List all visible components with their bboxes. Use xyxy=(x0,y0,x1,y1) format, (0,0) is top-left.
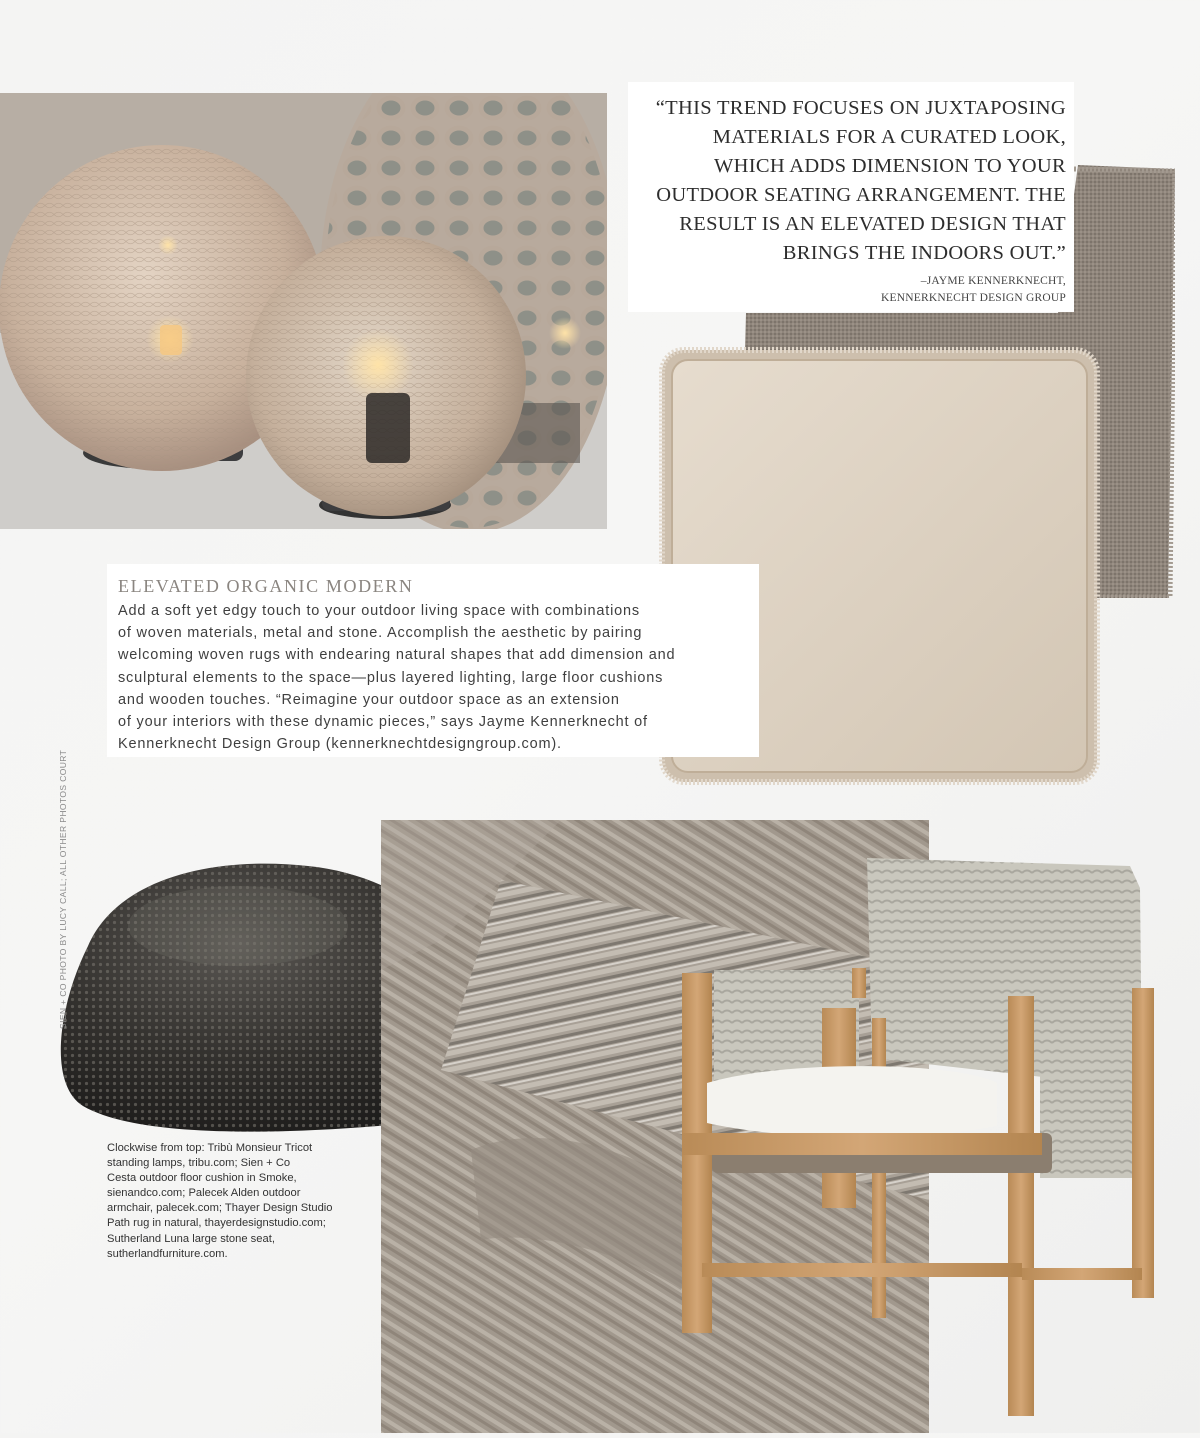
pull-quote xyxy=(626,94,1066,268)
quote-line: “THIS TREND FOCUSES ON JUXTAPOSING xyxy=(655,97,1066,119)
photo-credit-text: SIEN + CO PHOTO BY LUCY CALL; ALL OTHER PHOTOS COURT xyxy=(58,749,68,1029)
caption-line: Cesta outdoor floor cushion in Smoke, xyxy=(107,1172,297,1185)
caption-line: sutherlandfurniture.com. xyxy=(107,1247,228,1260)
quote-line: RESULT IS AN ELEVATED DESIGN THAT xyxy=(679,213,1066,235)
caption-line: armchair, palecek.com; Thayer Design Studio xyxy=(107,1202,333,1215)
quote-attribution-name: –JAYME KENNERKNECHT, xyxy=(920,275,1066,287)
body-line: Add a soft yet edgy touch to your outdoor living space with combinations xyxy=(118,603,640,619)
quote-attribution-company: KENNERKNECHT DESIGN GROUP xyxy=(881,292,1066,304)
body-line: Kennerknecht Design Group (kennerknechtdesigngroup.com). xyxy=(118,736,562,753)
caption-line: Sutherland Luna large stone seat, xyxy=(107,1232,275,1245)
pull-quote-box xyxy=(628,82,1074,312)
photo-caption xyxy=(107,1141,367,1262)
caption-line: Clockwise from top: Tribù Monsieur Tricot xyxy=(107,1142,313,1154)
body-line: of woven materials, metal and stone. Accomplish the aesthetic by pairing xyxy=(118,625,643,642)
body-line: sculptural elements to the space—plus layered lighting, large floor cushions xyxy=(118,669,664,686)
body-line: welcoming woven rugs with endearing natural shapes that add dimension and xyxy=(118,647,676,664)
article-heading: ELEVATED ORGANIC MODERN xyxy=(118,576,414,596)
lamps-illustration xyxy=(0,93,607,529)
quote-line: BRINGS THE INDOORS OUT.” xyxy=(782,242,1066,264)
quote-line: OUTDOOR SEATING ARRANGEMENT. THE xyxy=(656,184,1066,206)
caption-line: Path rug in natural, thayerdesignstudio.com; xyxy=(107,1217,326,1230)
body-line: and wooden touches. “Reimagine your outdoor space as an extension xyxy=(118,691,620,708)
article-text-box xyxy=(107,564,759,757)
lamps-photo xyxy=(0,93,607,529)
caption-line: sienandco.com; Palecek Alden outdoor xyxy=(107,1187,301,1200)
quote-line: MATERIALS FOR A CURATED LOOK, xyxy=(712,126,1066,148)
body-line: of your interiors with these dynamic pieces,” says Jayme Kennerknecht of xyxy=(118,714,648,731)
caption-line: standing lamps, tribu.com; Sien + Co xyxy=(107,1157,291,1170)
article-body xyxy=(118,600,758,755)
quote-line: WHICH ADDS DIMENSION TO YOUR xyxy=(714,155,1066,177)
armchair-photo xyxy=(672,858,1172,1433)
